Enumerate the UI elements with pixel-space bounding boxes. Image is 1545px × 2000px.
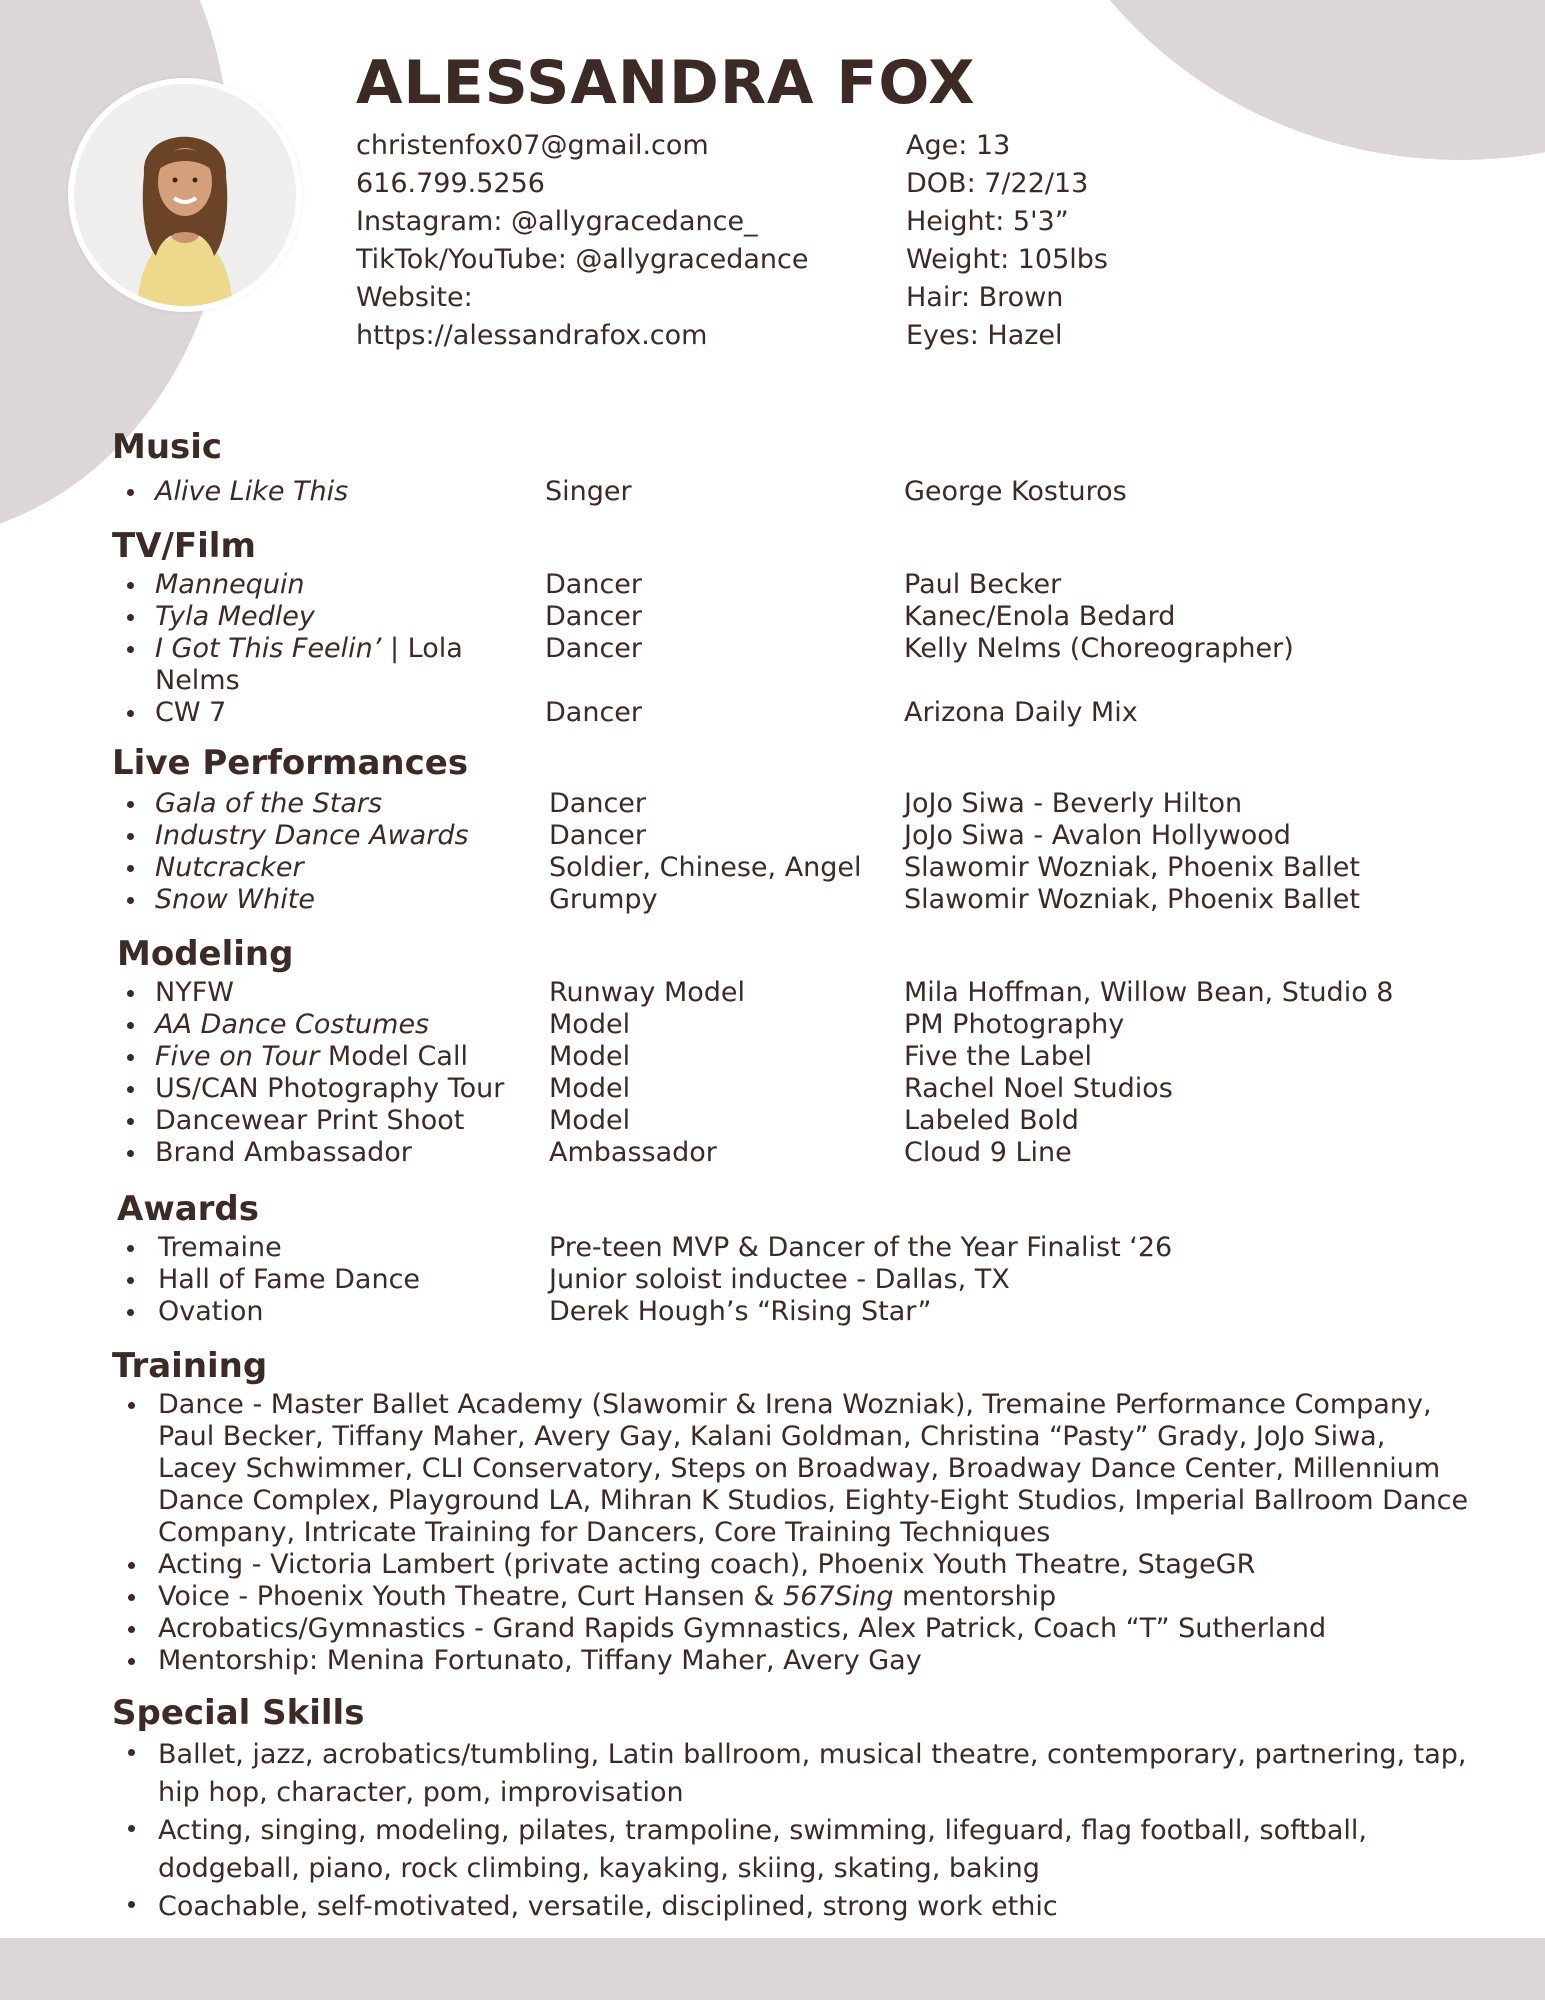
credit-company: George Kosturos: [904, 476, 1127, 507]
credit-role: Model: [549, 1105, 631, 1136]
credit-role: Model: [549, 1073, 631, 1104]
credit-company: JoJo Siwa - Beverly Hilton: [904, 788, 1243, 819]
credit-row: [112, 601, 1512, 633]
credit-row: [112, 1041, 1517, 1073]
credit-role: Model: [549, 1009, 631, 1040]
credit-company: Labeled Bold: [904, 1105, 1079, 1136]
website-label: Website:: [356, 282, 473, 313]
award-detail: Junior soloist inductee - Dallas, TX: [549, 1264, 1010, 1295]
award-name: Ovation: [158, 1296, 264, 1327]
training-item: Mentorship: Menina Fortunato, Tiffany Maher, Avery Gay: [112, 1645, 1512, 1677]
live-performances-section: [112, 740, 1512, 916]
stat-eyes: Eyes: Hazel: [906, 320, 1063, 351]
credit-title: Gala of the Stars: [155, 788, 383, 819]
training-item: Acrobatics/Gymnastics - Grand Rapids Gymnastics, Alex Patrick, Coach “T” Sutherland: [112, 1613, 1512, 1645]
credit-role: Dancer: [545, 697, 643, 728]
stat-hair: Hair: Brown: [906, 282, 1064, 313]
section-title-skills: Special Skills: [112, 1693, 365, 1733]
stat-weight: Weight: 105lbs: [906, 244, 1108, 275]
credit-role: Dancer: [549, 788, 647, 819]
award-row: [112, 1264, 1517, 1296]
credit-company: Arizona Daily Mix: [904, 697, 1138, 728]
footer-band: [0, 1938, 1545, 2000]
credit-title: US/CAN Photography Tour: [155, 1073, 505, 1104]
credit-company: Five the Label: [904, 1041, 1092, 1072]
award-detail: Derek Hough’s “Rising Star”: [549, 1296, 932, 1327]
credit-role: Runway Model: [549, 977, 746, 1008]
credit-row: [112, 1137, 1517, 1169]
credit-row: [112, 852, 1512, 884]
credit-title: I Got This Feelin’ | Lola Nelms: [155, 633, 463, 696]
credit-company: JoJo Siwa - Avalon Hollywood: [904, 820, 1291, 851]
credit-row: [112, 569, 1512, 601]
award-detail: Pre-teen MVP & Dancer of the Year Finalist ‘26: [549, 1232, 1173, 1263]
credit-row: [112, 977, 1517, 1009]
credit-company: Slawomir Wozniak, Phoenix Ballet: [904, 852, 1361, 883]
credit-role: Soldier, Chinese, Angel: [549, 852, 862, 883]
stat-height: Height: 5'3”: [906, 206, 1069, 237]
credit-title: AA Dance Costumes: [155, 1009, 430, 1040]
credit-role: Ambassador: [549, 1137, 717, 1168]
credit-title: Industry Dance Awards: [155, 820, 469, 851]
credit-row: [112, 1009, 1517, 1041]
credit-company: Paul Becker: [904, 569, 1062, 600]
contact-info: [356, 127, 808, 355]
tiktok-youtube[interactable]: TikTok/YouTube: @allygracedance: [356, 244, 809, 275]
credit-row: [112, 476, 1512, 508]
section-title-music: Music: [112, 427, 223, 467]
page-title: ALESSANDRA FOX: [356, 48, 976, 118]
phone[interactable]: 616.799.5256: [356, 168, 545, 199]
credit-title: Nutcracker: [155, 852, 304, 883]
credit-row: [112, 1073, 1517, 1105]
award-name: Tremaine: [158, 1232, 282, 1263]
credit-title: Snow White: [155, 884, 315, 915]
email[interactable]: christenfox07@gmail.com: [356, 130, 709, 161]
credit-role: Model: [549, 1041, 631, 1072]
credit-title: CW 7: [155, 697, 227, 728]
website-link[interactable]: https://alessandrafox.com: [356, 320, 708, 351]
special-skills-section: [112, 1690, 1512, 1926]
training-item: Dance - Master Ballet Academy (Slawomir & Irena Wozniak), Tremaine Performance Company, Paul Becker, Tiffany Maher, Avery Gay, Kalani Goldman, Christina “Pasty” Grady, JoJo Siwa, Lacey Schwimmer, CLI Conservatory, Steps on Broadway, Broadway Dance Center, Millennium Dance Complex, Playground LA, Mihran K Studios, Eighty-Eight Studios, Imperial Ballroom Dance Company, Intricate Training for Dancers, Core Training Techniques: [112, 1389, 1512, 1549]
headshot-photo: [74, 84, 296, 306]
section-title-training: Training: [112, 1346, 268, 1386]
credit-company: Mila Hoffman, Willow Bean, Studio 8: [904, 977, 1394, 1008]
credit-company: Slawomir Wozniak, Phoenix Ballet: [904, 884, 1361, 915]
credit-row: [112, 820, 1512, 852]
section-title-live: Live Performances: [112, 743, 469, 783]
credit-role: Dancer: [545, 569, 643, 600]
modeling-section: [117, 931, 1517, 1169]
credit-company: Kelly Nelms (Choreographer): [904, 633, 1294, 664]
credit-row: [112, 788, 1512, 820]
awards-section: [117, 1186, 1517, 1328]
training-item: Acting - Victoria Lambert (private acting coach), Phoenix Youth Theatre, StageGR: [112, 1549, 1512, 1581]
credit-role: Dancer: [545, 633, 643, 664]
credit-company: Rachel Noel Studios: [904, 1073, 1173, 1104]
credit-title: Alive Like This: [155, 476, 349, 507]
award-name: Hall of Fame Dance: [158, 1264, 421, 1295]
section-title-tvfilm: TV/Film: [112, 526, 256, 566]
stat-age: Age: 13: [906, 130, 1011, 161]
stat-dob: DOB: 7/22/13: [906, 168, 1089, 199]
section-title-awards: Awards: [117, 1189, 260, 1229]
credit-role: Singer: [545, 476, 632, 507]
credit-title: Mannequin: [155, 569, 305, 600]
training-item: Voice - Phoenix Youth Theatre, Curt Hansen & 567Sing mentorship: [112, 1581, 1512, 1613]
avatar: [74, 84, 296, 306]
skill-item: Acting, singing, modeling, pilates, trampoline, swimming, lifeguard, flag football, softball, dodgeball, piano, rock climbing, kayaking, skiing, skating, baking: [112, 1812, 1512, 1888]
tvfilm-section: [112, 523, 1512, 729]
credit-row: [112, 884, 1512, 916]
award-row: [112, 1296, 1517, 1328]
credit-title: NYFW: [155, 977, 234, 1008]
credit-title: Five on Tour Model Call: [155, 1041, 468, 1072]
credit-row: [112, 1105, 1517, 1137]
credit-role: Grumpy: [549, 884, 658, 915]
music-section: [112, 424, 1512, 508]
instagram[interactable]: Instagram: @allygracedance_: [356, 206, 758, 237]
credit-role: Dancer: [545, 601, 643, 632]
personal-stats: [906, 127, 1108, 355]
credit-title: Dancewear Print Shoot: [155, 1105, 465, 1136]
credit-title: Brand Ambassador: [155, 1137, 412, 1168]
section-title-modeling: Modeling: [117, 934, 294, 974]
training-section: [112, 1343, 1512, 1677]
skill-item: Ballet, jazz, acrobatics/tumbling, Latin ballroom, musical theatre, contemporary, partnering, tap, hip hop, character, pom, improvisation: [112, 1736, 1512, 1812]
credit-row: [112, 633, 1512, 697]
credit-title: Tyla Medley: [155, 601, 315, 632]
credit-role: Dancer: [549, 820, 647, 851]
skill-item: Coachable, self-motivated, versatile, disciplined, strong work ethic: [112, 1888, 1512, 1926]
credit-row: [112, 697, 1512, 729]
credit-company: PM Photography: [904, 1009, 1125, 1040]
credit-company: Kanec/Enola Bedard: [904, 601, 1176, 632]
award-row: [112, 1232, 1517, 1264]
credit-company: Cloud 9 Line: [904, 1137, 1072, 1168]
